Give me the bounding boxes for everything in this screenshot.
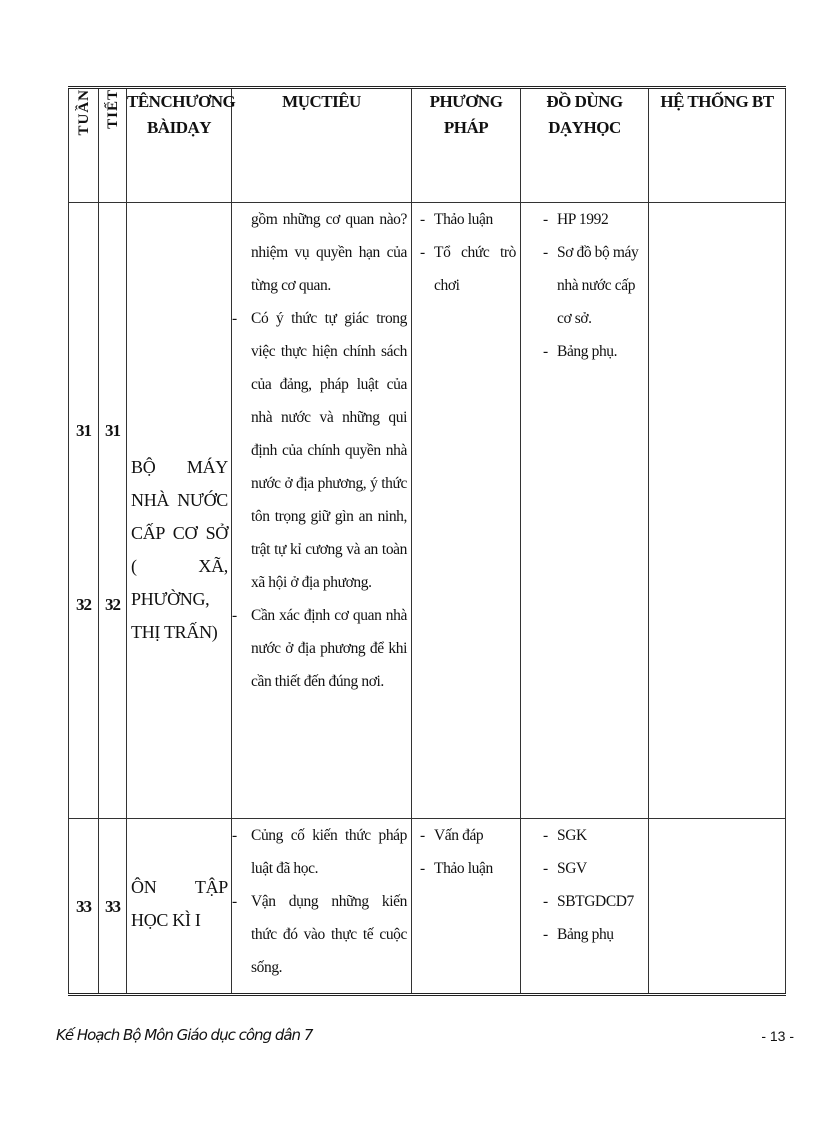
- lesson-title: BỘ MÁY NHÀ NƯỚC CẤP CƠ SỞ ( XÃ, PHƯỜNG, THỊ TRẤN): [131, 457, 228, 642]
- period-cell: [99, 819, 127, 995]
- material-item: - Bảng phụ: [543, 926, 614, 943]
- lesson-plan-table: [68, 86, 786, 996]
- period-cell: [99, 203, 127, 819]
- lesson-cell: [127, 819, 232, 995]
- material-text: Bảng phụ: [557, 926, 614, 943]
- method-text: Thảo luận: [434, 860, 493, 877]
- material-item: - Sơ đồ bộ máy nhà nước cấp cơ sở.: [543, 244, 639, 327]
- method-item: - Thảo luận: [420, 860, 493, 877]
- material-item: - SGK: [543, 827, 587, 844]
- header-week-label: TUẦN: [75, 89, 92, 136]
- header-period: [99, 88, 127, 203]
- header-exercises: HỆ THỐNG BT: [649, 88, 786, 203]
- objective-text: Củng cố kiến thức pháp luật đã học.: [251, 827, 407, 877]
- methods-cell: [412, 819, 521, 995]
- material-text: SGK: [557, 827, 587, 844]
- header-week: [69, 88, 99, 203]
- period-number: 32: [105, 595, 120, 614]
- header-objectives: MỤCTIÊU: [232, 88, 412, 203]
- method-text: Vấn đáp: [434, 827, 484, 844]
- lesson-plan-sheet: [68, 86, 785, 996]
- objective-text: Vận dụng những kiến thức đó vào thực tế cuộc sống.: [251, 893, 407, 976]
- header-row: [69, 88, 786, 203]
- material-text: SGV: [557, 860, 587, 877]
- period-number: 33: [105, 897, 120, 916]
- lesson-title: ÔN TẬP HỌC KÌ I: [131, 877, 228, 930]
- header-period-label: TIẾT: [104, 89, 121, 129]
- material-item: - Bảng phụ.: [543, 343, 618, 360]
- week-number: 33: [76, 897, 91, 916]
- method-text: Tổ chức trò chơi: [434, 244, 516, 294]
- header-lesson: TÊNCHƯƠNG BÀIDẠY: [127, 88, 232, 203]
- material-text: Sơ đồ bộ máy nhà nước cấp cơ sở.: [557, 244, 639, 327]
- objective-text: Cần xác định cơ quan nhà nước ở địa phương để khi cần thiết đến đúng nơi.: [251, 607, 407, 690]
- material-text: SBTGDCD7: [557, 893, 634, 910]
- period-number: 31: [105, 421, 120, 440]
- method-item: - Thảo luận: [420, 211, 493, 228]
- lesson-cell: [127, 203, 232, 819]
- objective-item: - Có ý thức tự giác trong việc thực hiện chính sách của đảng, pháp luật của nhà nước và những qui định của chính quyền nhà nước ở địa phương, ý thức tôn trọng giữ gìn an ninh, trật tự kỉ cương và an toàn xã hội ở địa phương.: [232, 310, 407, 591]
- material-text: HP 1992: [557, 211, 609, 228]
- material-text: Bảng phụ.: [557, 343, 618, 360]
- objective-item: - Củng cố kiến thức pháp luật đã học.: [232, 827, 407, 877]
- objective-item: gồm những cơ quan nào? nhiệm vụ quyền hạn của từng cơ quan.: [251, 211, 407, 294]
- objective-item: - Vận dụng những kiến thức đó vào thực tế cuộc sống.: [232, 893, 407, 976]
- method-text: Thảo luận: [434, 211, 493, 228]
- method-item: - Vấn đáp: [420, 827, 484, 844]
- objectives-cell: [232, 819, 412, 995]
- exercises-cell: [649, 819, 786, 995]
- header-materials: ĐỒ DÙNG DẠYHỌC: [521, 88, 649, 203]
- week-number: 31: [76, 421, 91, 440]
- table-row: [69, 819, 786, 995]
- objective-item: - Cần xác định cơ quan nhà nước ở địa phương để khi cần thiết đến đúng nơi.: [232, 607, 407, 690]
- material-item: - SGV: [543, 860, 587, 877]
- methods-cell: [412, 203, 521, 819]
- objective-text: Có ý thức tự giác trong việc thực hiện chính sách của đảng, pháp luật của nhà nước và những qui định của chính quyền nhà nước ở địa phương, ý thức tôn trọng giữ gìn an ninh, trật tự kỉ cương và an toàn xã hội ở địa phương.: [251, 310, 407, 591]
- materials-cell: [521, 819, 649, 995]
- exercises-cell: [649, 203, 786, 819]
- objectives-cell: [232, 203, 412, 819]
- method-item: - Tổ chức trò chơi: [420, 244, 516, 294]
- materials-cell: [521, 203, 649, 819]
- week-number: 32: [76, 595, 91, 614]
- header-methods: PHƯƠNG PHÁP: [412, 88, 521, 203]
- week-cell: [69, 203, 99, 819]
- page-number: - 13 -: [761, 1028, 794, 1044]
- footer-document-title: Kế Hoạch Bộ Môn Giáo dục công dân 7: [56, 1026, 313, 1044]
- material-item: - SBTGDCD7: [543, 893, 634, 910]
- week-cell: [69, 819, 99, 995]
- table-row: [69, 203, 786, 819]
- material-item: - HP 1992: [543, 211, 609, 228]
